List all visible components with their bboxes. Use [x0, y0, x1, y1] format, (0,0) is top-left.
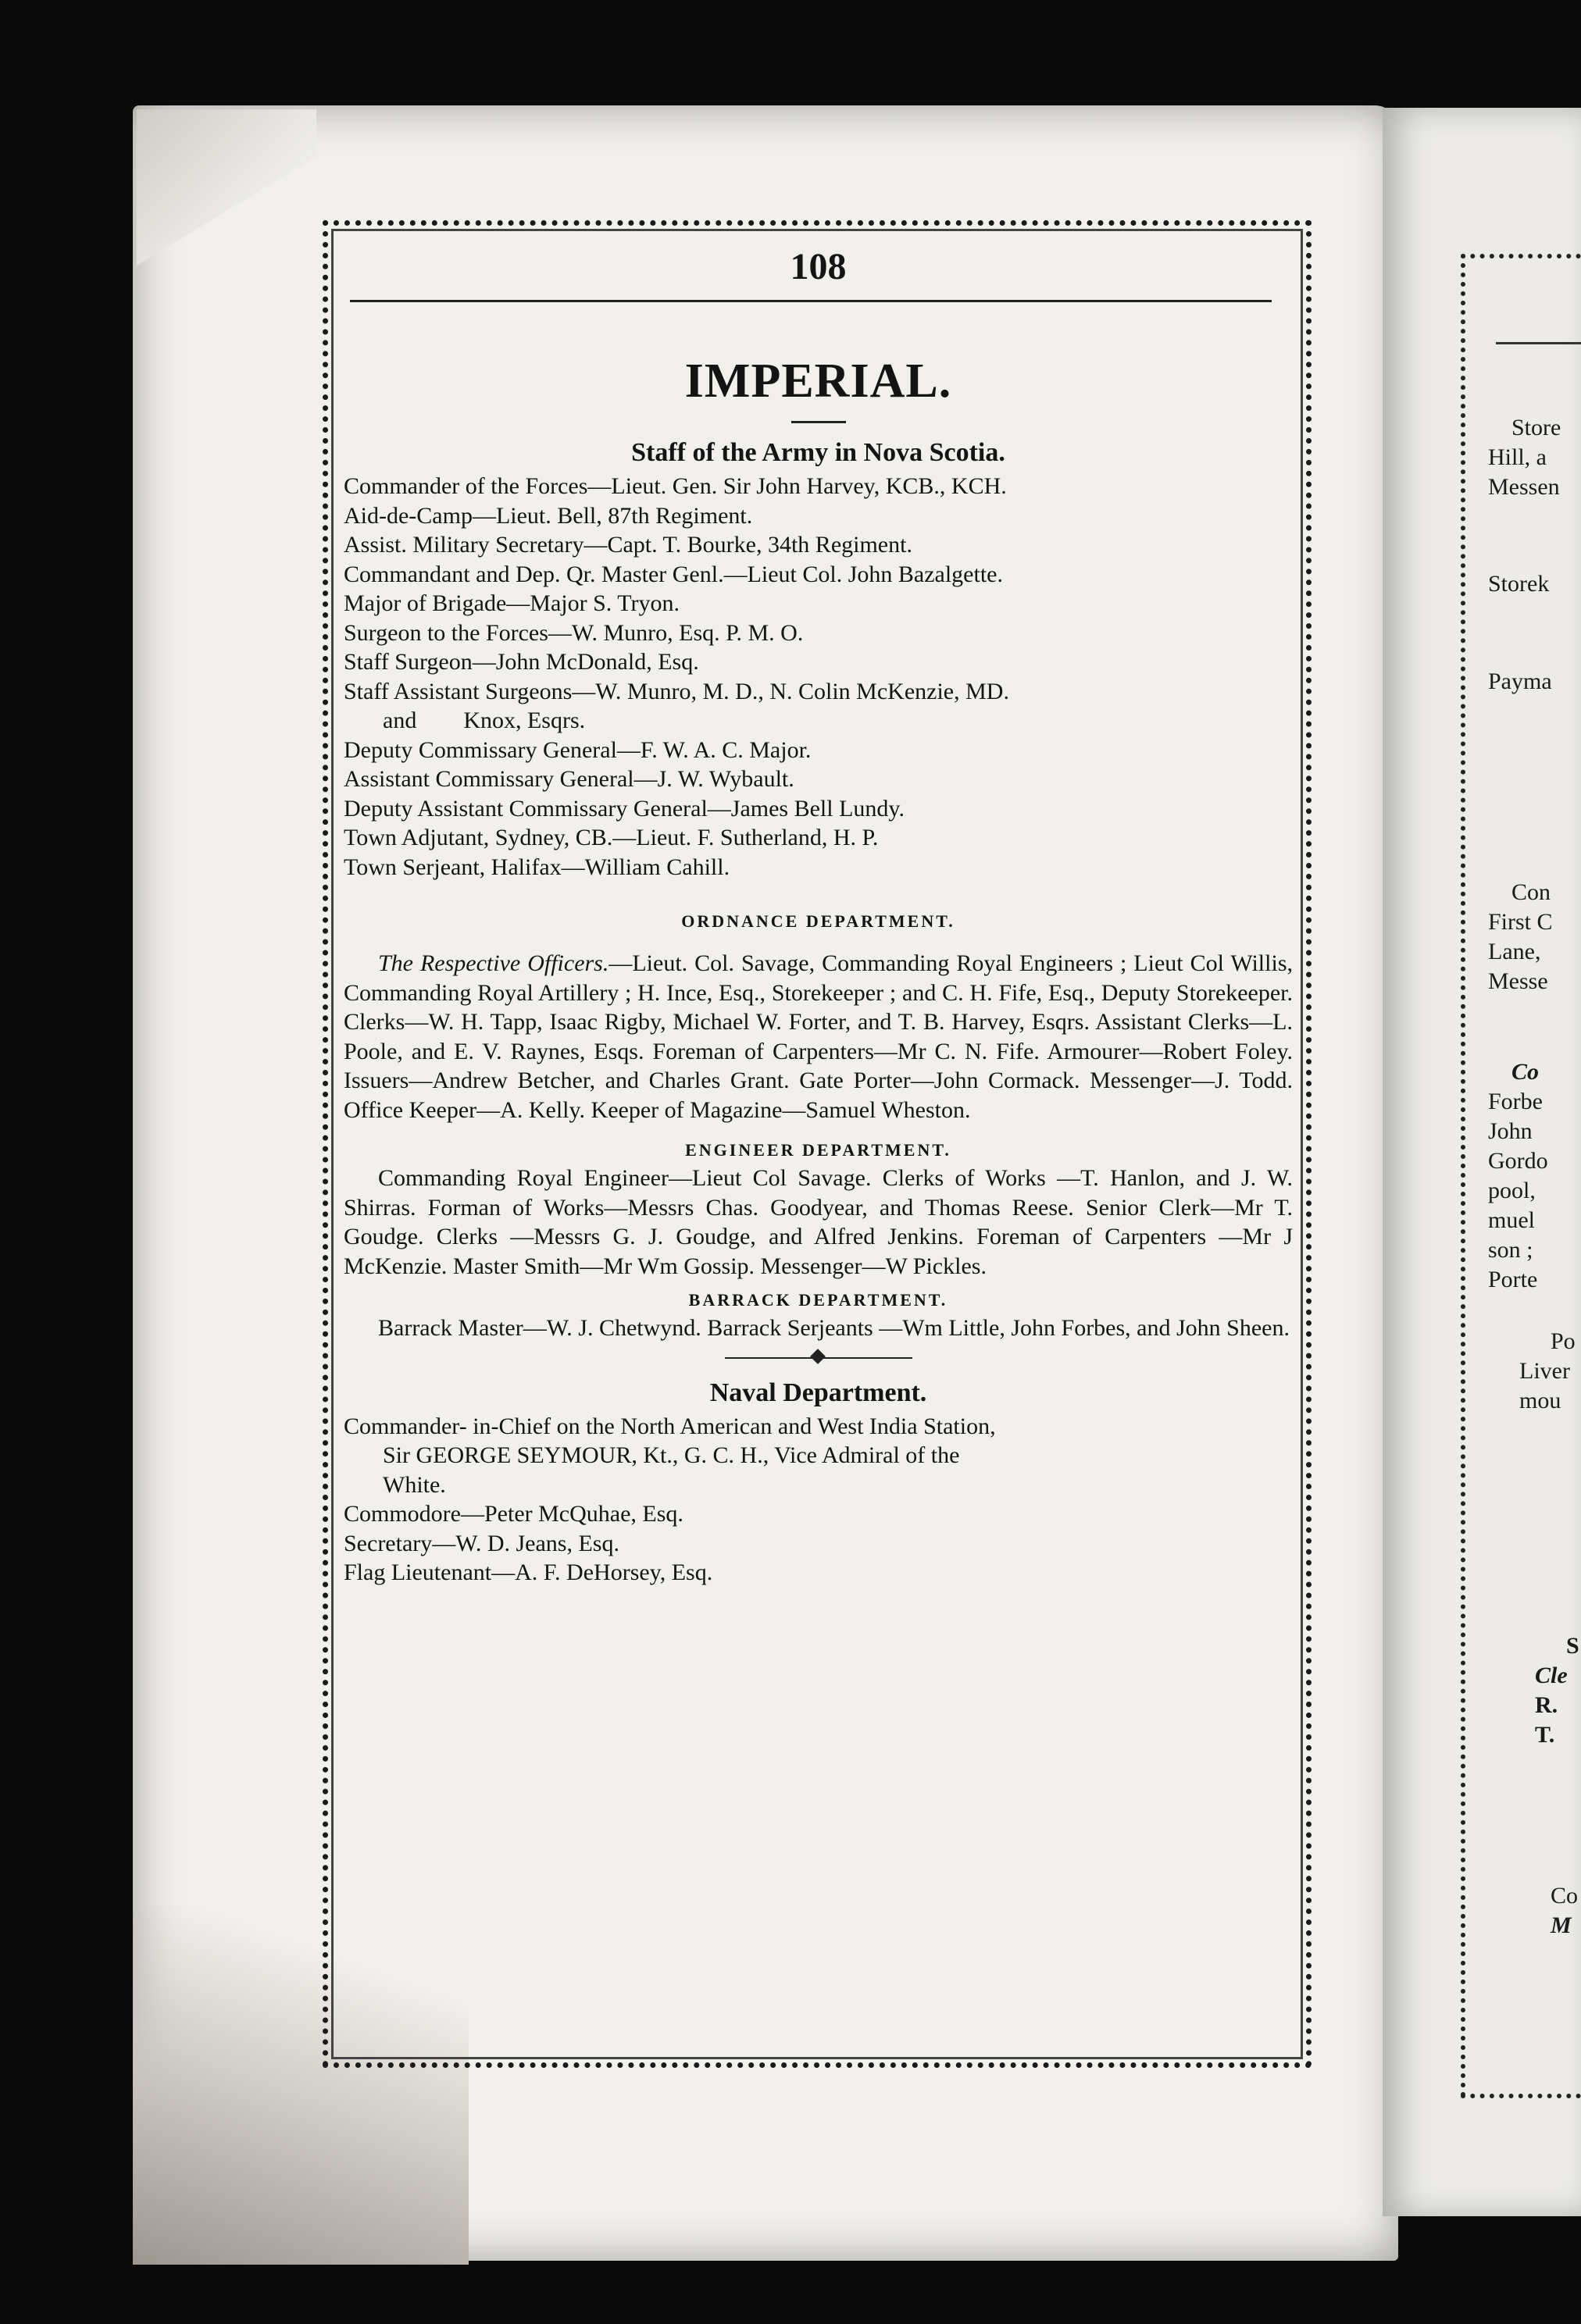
facing-text: Co: [1551, 1883, 1579, 1909]
facing-text: Gordo: [1488, 1148, 1548, 1174]
ordnance-paragraph: [344, 949, 1293, 1125]
facing-text: Messe: [1488, 968, 1548, 994]
facing-text: Messen: [1488, 474, 1560, 500]
barrack-heading: BARRACK DEPARTMENT.: [688, 1290, 948, 1310]
list-item: Commander- in-Chief on the North American and West India Station,: [344, 1413, 996, 1439]
naval-heading: Naval Department.: [709, 1378, 927, 1407]
facing-text: Lane,: [1488, 939, 1541, 964]
page-number: 108: [790, 246, 847, 287]
list-item: Assist. Military Secretary—Capt. T. Bourke, 34th Regiment.: [344, 532, 912, 558]
naval-list: [344, 1412, 1293, 1588]
facing-text: Store: [1511, 415, 1561, 440]
page-content: [344, 234, 1293, 2046]
facing-text: M: [1551, 1912, 1572, 1938]
army-list: [344, 472, 1293, 882]
facing-page-border: [1461, 254, 1581, 2098]
list-item: Staff Surgeon—John McDonald, Esq.: [344, 649, 699, 675]
list-item: Commander of the Forces—Lieut. Gen. Sir John Harvey, KCB., KCH.: [344, 473, 1007, 499]
facing-text: mou: [1519, 1388, 1561, 1413]
ordnance-heading: ORDNANCE DEPARTMENT.: [681, 911, 955, 931]
facing-text: Hill, a: [1488, 444, 1547, 470]
list-item: and Knox, Esqrs.: [383, 708, 586, 733]
facing-text: son ;: [1488, 1237, 1533, 1263]
list-item: Aid-de-Camp—Lieut. Bell, 87th Regiment.: [344, 502, 753, 529]
list-item: Sir GEORGE SEYMOUR, Kt., G. C. H., Vice Admiral of the: [383, 1442, 960, 1468]
facing-text: T.: [1535, 1722, 1555, 1748]
list-item: Assistant Commissary General—J. W. Wybault.: [344, 766, 794, 792]
list-item: Commodore—Peter McQuhae, Esq.: [344, 1501, 683, 1527]
facing-page-rule: [1496, 342, 1581, 344]
page-title: IMPERIAL.: [684, 355, 952, 408]
facing-text: First C: [1488, 909, 1553, 935]
facing-text: Cle: [1535, 1663, 1568, 1688]
list-item: Secretary—W. D. Jeans, Esq.: [344, 1530, 619, 1556]
facing-text: John: [1488, 1118, 1533, 1144]
facing-text: Porte: [1488, 1267, 1538, 1292]
facing-text: Co: [1511, 1059, 1540, 1085]
list-item: Town Serjeant, Halifax—William Cahill.: [344, 854, 730, 880]
facing-text: Storek: [1488, 571, 1550, 597]
facing-text: R.: [1535, 1692, 1558, 1718]
facing-text: Po: [1551, 1328, 1576, 1354]
header-rule: [350, 300, 1272, 302]
list-item: White.: [383, 1471, 446, 1498]
ordnance-text: —Lieut. Col. Savage, Commanding Royal Engineers ; Lieut Col Willis, Commanding Royal Artillery ; H. Ince, Esq., Storekeeper ; and C. H. Fife, Esq., Deputy Storekeeper. Clerks—W. H. Tapp, Isaac Rigby, Michael W. Forter, and T. B. Harvey, Esqrs. Assistant Clerks—L. Poole, and E. V. Raynes, Esqs. Foreman of Carpenters—Mr C. N. Fife. Armourer—Robert Foley. Issuers—Andrew Betcher, and Charles Grant. Gate Porter—John Cormack. Messenger—J. Todd. Office Keeper—A. Kelly. Keeper of Magazine—Samuel Wheston.: [344, 950, 1293, 1123]
facing-text: Liver: [1519, 1358, 1570, 1384]
list-item: Major of Brigade—Major S. Tryon.: [344, 590, 680, 616]
barrack-paragraph: Barrack Master—W. J. Chetwynd. Barrack Serjeants —Wm Little, John Forbes, and John Sheen.: [378, 1315, 1290, 1341]
engineer-paragraph: Commanding Royal Engineer—Lieut Col Savage. Clerks of Works —T. Hanlon, and J. W. Shirras. Forman of Works—Messrs Chas. Goodyear, and Thomas Reese. Senior Clerk—Mr T. Goudge. Clerks —Messrs G. J. Goudge, and Alfred Jenkins. Foreman of Carpenters —Mr J McKenzie. Master Smith—Mr Wm Gossip. Messenger—W Pickles.: [344, 1165, 1293, 1279]
list-item: Staff Assistant Surgeons—W. Munro, M. D., N. Colin McKenzie, MD.: [344, 678, 1009, 704]
list-item: Town Adjutant, Sydney, CB.—Lieut. F. Sutherland, H. P.: [344, 825, 879, 850]
facing-text: Payma: [1488, 668, 1552, 694]
facing-text: muel: [1488, 1207, 1535, 1233]
title-rule: [791, 421, 846, 423]
ordnance-lead: The Respective Officers.: [378, 950, 609, 976]
list-item: Deputy Assistant Commissary General—James Bell Lundy.: [344, 795, 905, 822]
list-item: Commandant and Dep. Qr. Master Genl.—Lieut Col. John Bazalgette.: [344, 561, 1003, 587]
facing-text: pool,: [1488, 1178, 1536, 1203]
list-item: Flag Lieutenant—A. F. DeHorsey, Esq.: [344, 1559, 713, 1585]
section-ornament: [725, 1346, 912, 1370]
facing-text: Forbe: [1488, 1089, 1543, 1114]
list-item: Deputy Commissary General—F. W. A. C. Major.: [344, 736, 812, 763]
engineer-heading: ENGINEER DEPARTMENT.: [685, 1140, 951, 1160]
army-heading: Staff of the Army in Nova Scotia.: [631, 438, 1005, 467]
facing-text: S: [1566, 1633, 1579, 1659]
list-item: Surgeon to the Forces—W. Munro, Esq. P. M. O.: [344, 619, 804, 646]
facing-text: Con: [1511, 879, 1551, 905]
